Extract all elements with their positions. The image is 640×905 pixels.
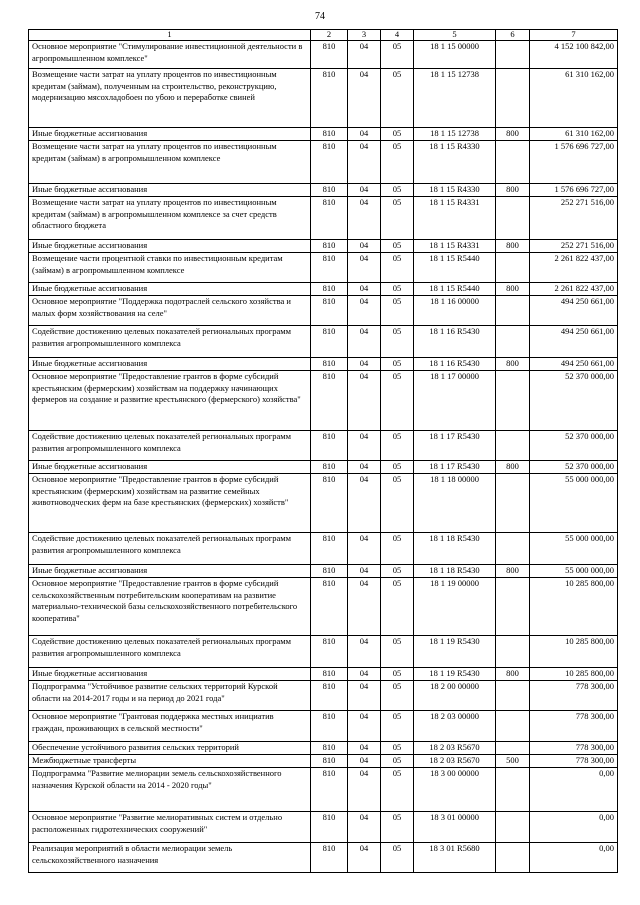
table-row: [29, 565, 618, 578]
row-subsection: 05: [381, 843, 414, 873]
row-grbs: 810: [311, 296, 348, 326]
table-row: [29, 253, 618, 283]
row-section: 04: [348, 812, 381, 843]
row-name: Межбюджетные трансферты: [29, 755, 311, 768]
row-grbs: 810: [311, 184, 348, 197]
row-section: 04: [348, 533, 381, 565]
table-row: [29, 371, 618, 431]
row-section: 04: [348, 296, 381, 326]
row-grbs: 810: [311, 533, 348, 565]
row-amount: 0,00: [530, 768, 618, 812]
row-subsection: 05: [381, 681, 414, 711]
row-name: Основное мероприятие "Предоставление грантов в форме субсидий крестьянским (фермерским) хозяйствам на развитие семейных животноводческих ферм на базе крестьянских (фермерских) хозяйств": [29, 474, 311, 533]
table-row: [29, 681, 618, 711]
row-target-article: 18 2 03 R5670: [414, 755, 496, 768]
row-subsection: 05: [381, 812, 414, 843]
row-name: Основное мероприятие "Предоставление грантов в форме субсидий сельскохозяйственным потребительским кооперативам на развитие материально-технической базы сельскохозяйственного потребительского кооператива": [29, 578, 311, 636]
row-grbs: 810: [311, 253, 348, 283]
row-expense-type: 500: [496, 755, 530, 768]
row-amount: 55 000 000,00: [530, 533, 618, 565]
row-section: 04: [348, 358, 381, 371]
row-subsection: 05: [381, 474, 414, 533]
table-row: [29, 283, 618, 296]
row-amount: 252 271 516,00: [530, 240, 618, 253]
row-target-article: 18 1 15 12738: [414, 128, 496, 141]
table-row: [29, 431, 618, 461]
row-amount: 494 250 661,00: [530, 358, 618, 371]
row-expense-type: [496, 843, 530, 873]
row-name: Возмещение части затрат на уплату процентов по инвестиционным кредитам (займам), полученным на строительство, реконструкцию, модернизацию мясохладобоен по убою и переработке свиней: [29, 69, 311, 128]
row-subsection: 05: [381, 668, 414, 681]
row-name: Основное мероприятие "Грантовая поддержка местных инициатив граждан, проживающих в сельской местности": [29, 711, 311, 742]
row-section: 04: [348, 681, 381, 711]
row-expense-type: 800: [496, 283, 530, 296]
row-subsection: 05: [381, 184, 414, 197]
row-expense-type: [496, 711, 530, 742]
table-row: [29, 711, 618, 742]
row-expense-type: 800: [496, 565, 530, 578]
header-col-4: 4: [381, 30, 414, 41]
row-name: Возмещение части затрат на уплату процентов по инвестиционным кредитам (займам) в агропромышленном комплексе: [29, 141, 311, 184]
row-name: Содействие достижению целевых показателей региональных программ развития агропромышленного комплекса: [29, 431, 311, 461]
row-grbs: 810: [311, 668, 348, 681]
row-section: 04: [348, 668, 381, 681]
row-subsection: 05: [381, 565, 414, 578]
table-row: [29, 533, 618, 565]
row-target-article: 18 1 15 12738: [414, 69, 496, 128]
row-amount: 52 370 000,00: [530, 461, 618, 474]
row-amount: 10 285 800,00: [530, 668, 618, 681]
row-target-article: 18 1 15 R5440: [414, 283, 496, 296]
row-section: 04: [348, 742, 381, 755]
header-col-5: 5: [414, 30, 496, 41]
row-target-article: 18 1 16 R5430: [414, 326, 496, 358]
row-amount: 10 285 800,00: [530, 636, 618, 668]
row-target-article: 18 1 19 R5430: [414, 668, 496, 681]
row-grbs: 810: [311, 565, 348, 578]
row-amount: 778 300,00: [530, 681, 618, 711]
row-target-article: 18 3 01 00000: [414, 812, 496, 843]
row-target-article: 18 1 16 R5430: [414, 358, 496, 371]
row-section: 04: [348, 711, 381, 742]
row-grbs: 810: [311, 41, 348, 69]
row-amount: 52 370 000,00: [530, 371, 618, 431]
row-expense-type: [496, 681, 530, 711]
row-target-article: 18 1 16 00000: [414, 296, 496, 326]
table-row: [29, 41, 618, 69]
row-grbs: 810: [311, 578, 348, 636]
row-expense-type: [496, 197, 530, 240]
row-target-article: 18 1 19 R5430: [414, 636, 496, 668]
row-amount: 2 261 822 437,00: [530, 283, 618, 296]
row-name: Основное мероприятие "Развитие мелиоративных систем и отдельно расположенных гидротехнических сооружений": [29, 812, 311, 843]
row-target-article: 18 2 00 00000: [414, 681, 496, 711]
row-subsection: 05: [381, 296, 414, 326]
row-amount: 61 310 162,00: [530, 69, 618, 128]
row-expense-type: [496, 578, 530, 636]
row-name: Подпрограмма "Развитие мелиорации земель сельскохозяйственного назначения Курской области на 2014 - 2020 годы": [29, 768, 311, 812]
row-amount: 778 300,00: [530, 755, 618, 768]
row-expense-type: 800: [496, 358, 530, 371]
row-grbs: 810: [311, 711, 348, 742]
row-grbs: 810: [311, 681, 348, 711]
row-subsection: 05: [381, 326, 414, 358]
table-row: [29, 296, 618, 326]
row-expense-type: [496, 326, 530, 358]
row-subsection: 05: [381, 371, 414, 431]
page-number: 74: [315, 11, 325, 22]
row-name: Подпрограмма "Устойчивое развитие сельских территорий Курской области на 2014-2017 годы и на период до 2021 года": [29, 681, 311, 711]
row-grbs: 810: [311, 197, 348, 240]
row-amount: 52 370 000,00: [530, 431, 618, 461]
table-row: [29, 184, 618, 197]
row-expense-type: [496, 41, 530, 69]
row-name: Основное мероприятие "Предоставление грантов в форме субсидий крестьянским (фермерским) хозяйствам на поддержку начинающих фермеров на создание и развитие крестьянского (фермерского) хозяйства": [29, 371, 311, 431]
row-amount: 252 271 516,00: [530, 197, 618, 240]
row-section: 04: [348, 565, 381, 578]
row-target-article: 18 1 18 R5430: [414, 533, 496, 565]
row-name: Содействие достижению целевых показателей региональных программ развития агропромышленного комплекса: [29, 326, 311, 358]
table-row: [29, 240, 618, 253]
row-section: 04: [348, 371, 381, 431]
row-target-article: 18 1 15 R4331: [414, 197, 496, 240]
row-amount: 2 261 822 437,00: [530, 253, 618, 283]
row-amount: 55 000 000,00: [530, 565, 618, 578]
row-subsection: 05: [381, 755, 414, 768]
row-amount: 0,00: [530, 843, 618, 873]
row-section: 04: [348, 636, 381, 668]
row-target-article: 18 1 15 R4331: [414, 240, 496, 253]
row-name: Возмещение части затрат на уплату процентов по инвестиционным кредитам (займам) в агропромышленном комплексе за счет средств областного бюджета: [29, 197, 311, 240]
table-row: [29, 141, 618, 184]
row-subsection: 05: [381, 128, 414, 141]
row-subsection: 05: [381, 69, 414, 128]
row-subsection: 05: [381, 41, 414, 69]
header-col-7: 7: [530, 30, 618, 41]
row-expense-type: [496, 812, 530, 843]
row-grbs: 810: [311, 431, 348, 461]
table-row: [29, 197, 618, 240]
row-name: Иные бюджетные ассигнования: [29, 184, 311, 197]
row-amount: 55 000 000,00: [530, 474, 618, 533]
row-section: 04: [348, 755, 381, 768]
row-amount: 778 300,00: [530, 711, 618, 742]
row-grbs: 810: [311, 636, 348, 668]
row-expense-type: [496, 742, 530, 755]
row-target-article: 18 1 19 00000: [414, 578, 496, 636]
table-row: [29, 474, 618, 533]
row-amount: 778 300,00: [530, 742, 618, 755]
row-name: Содействие достижению целевых показателей региональных программ развития агропромышленного комплекса: [29, 636, 311, 668]
row-amount: 494 250 661,00: [530, 326, 618, 358]
row-expense-type: 800: [496, 128, 530, 141]
row-target-article: 18 1 15 R5440: [414, 253, 496, 283]
row-name: Иные бюджетные ассигнования: [29, 565, 311, 578]
header-col-1: 1: [29, 30, 311, 41]
row-amount: 1 576 696 727,00: [530, 141, 618, 184]
table-row: [29, 128, 618, 141]
row-section: 04: [348, 184, 381, 197]
row-section: 04: [348, 253, 381, 283]
row-target-article: 18 3 00 00000: [414, 768, 496, 812]
row-amount: 61 310 162,00: [530, 128, 618, 141]
row-target-article: 18 2 03 00000: [414, 711, 496, 742]
row-subsection: 05: [381, 141, 414, 184]
row-target-article: 18 1 15 00000: [414, 41, 496, 69]
row-grbs: 810: [311, 742, 348, 755]
row-section: 04: [348, 283, 381, 296]
table-row: [29, 636, 618, 668]
row-target-article: 18 1 17 00000: [414, 371, 496, 431]
header-row: [29, 30, 618, 41]
row-grbs: 810: [311, 240, 348, 253]
row-grbs: 810: [311, 843, 348, 873]
row-section: 04: [348, 326, 381, 358]
row-subsection: 05: [381, 711, 414, 742]
row-subsection: 05: [381, 283, 414, 296]
row-amount: 494 250 661,00: [530, 296, 618, 326]
table-row: [29, 69, 618, 128]
row-section: 04: [348, 128, 381, 141]
row-target-article: 18 3 01 R5680: [414, 843, 496, 873]
row-name: Иные бюджетные ассигнования: [29, 128, 311, 141]
row-grbs: 810: [311, 141, 348, 184]
row-grbs: 810: [311, 474, 348, 533]
table-row: [29, 668, 618, 681]
row-grbs: 810: [311, 326, 348, 358]
row-section: 04: [348, 578, 381, 636]
table-row: [29, 755, 618, 768]
row-name: Иные бюджетные ассигнования: [29, 668, 311, 681]
row-expense-type: [496, 768, 530, 812]
row-target-article: 18 1 17 R5430: [414, 461, 496, 474]
row-section: 04: [348, 768, 381, 812]
header-col-6: 6: [496, 30, 530, 41]
row-grbs: 810: [311, 283, 348, 296]
row-grbs: 810: [311, 768, 348, 812]
row-name: Иные бюджетные ассигнования: [29, 358, 311, 371]
row-amount: 1 576 696 727,00: [530, 184, 618, 197]
row-expense-type: 800: [496, 668, 530, 681]
table-row: [29, 326, 618, 358]
row-subsection: 05: [381, 461, 414, 474]
row-grbs: 810: [311, 69, 348, 128]
row-expense-type: [496, 69, 530, 128]
row-target-article: 18 1 15 R4330: [414, 141, 496, 184]
row-section: 04: [348, 431, 381, 461]
row-subsection: 05: [381, 533, 414, 565]
row-name: Основное мероприятие "Стимулирование инвестиционной деятельности в агропромышленном комплексе": [29, 41, 311, 69]
row-subsection: 05: [381, 431, 414, 461]
row-amount: 10 285 800,00: [530, 578, 618, 636]
row-name: Содействие достижению целевых показателей региональных программ развития агропромышленного комплекса: [29, 533, 311, 565]
row-expense-type: [496, 431, 530, 461]
row-expense-type: [496, 474, 530, 533]
row-name: Реализация мероприятий в области мелиорации земель сельскохозяйственного назначения: [29, 843, 311, 873]
row-section: 04: [348, 461, 381, 474]
row-target-article: 18 1 17 R5430: [414, 431, 496, 461]
row-amount: 0,00: [530, 812, 618, 843]
table-row: [29, 461, 618, 474]
row-amount: 4 152 100 842,00: [530, 41, 618, 69]
header-col-3: 3: [348, 30, 381, 41]
row-grbs: 810: [311, 128, 348, 141]
table-row: [29, 843, 618, 873]
row-name: Основное мероприятие "Поддержка подотраслей сельского хозяйства и малых форм хозяйствования на селе": [29, 296, 311, 326]
row-name: Иные бюджетные ассигнования: [29, 283, 311, 296]
row-expense-type: [496, 636, 530, 668]
row-expense-type: [496, 296, 530, 326]
row-subsection: 05: [381, 240, 414, 253]
row-expense-type: [496, 253, 530, 283]
row-subsection: 05: [381, 578, 414, 636]
row-expense-type: [496, 533, 530, 565]
row-subsection: 05: [381, 358, 414, 371]
row-grbs: 810: [311, 358, 348, 371]
row-name: Обеспечение устойчивого развития сельских территорий: [29, 742, 311, 755]
row-subsection: 05: [381, 253, 414, 283]
row-section: 04: [348, 41, 381, 69]
table-row: [29, 358, 618, 371]
table-row: [29, 742, 618, 755]
table-row: [29, 812, 618, 843]
row-subsection: 05: [381, 768, 414, 812]
row-section: 04: [348, 240, 381, 253]
row-name: Иные бюджетные ассигнования: [29, 461, 311, 474]
row-name: Возмещение части процентной ставки по инвестиционным кредитам (займам) в агропромышленном комплексе: [29, 253, 311, 283]
budget-table: [28, 29, 618, 873]
row-target-article: 18 1 18 00000: [414, 474, 496, 533]
row-subsection: 05: [381, 197, 414, 240]
row-grbs: 810: [311, 371, 348, 431]
row-target-article: 18 1 18 R5430: [414, 565, 496, 578]
table-row: [29, 578, 618, 636]
header-col-2: 2: [311, 30, 348, 41]
row-section: 04: [348, 69, 381, 128]
row-expense-type: [496, 371, 530, 431]
row-expense-type: [496, 141, 530, 184]
row-expense-type: 800: [496, 240, 530, 253]
table-row: [29, 768, 618, 812]
row-subsection: 05: [381, 742, 414, 755]
row-expense-type: 800: [496, 184, 530, 197]
row-name: Иные бюджетные ассигнования: [29, 240, 311, 253]
row-section: 04: [348, 197, 381, 240]
row-grbs: 810: [311, 461, 348, 474]
row-expense-type: 800: [496, 461, 530, 474]
row-section: 04: [348, 141, 381, 184]
row-section: 04: [348, 474, 381, 533]
row-target-article: 18 2 03 R5670: [414, 742, 496, 755]
row-grbs: 810: [311, 812, 348, 843]
row-grbs: 810: [311, 755, 348, 768]
table-body: [29, 41, 618, 873]
row-subsection: 05: [381, 636, 414, 668]
row-target-article: 18 1 15 R4330: [414, 184, 496, 197]
row-section: 04: [348, 843, 381, 873]
